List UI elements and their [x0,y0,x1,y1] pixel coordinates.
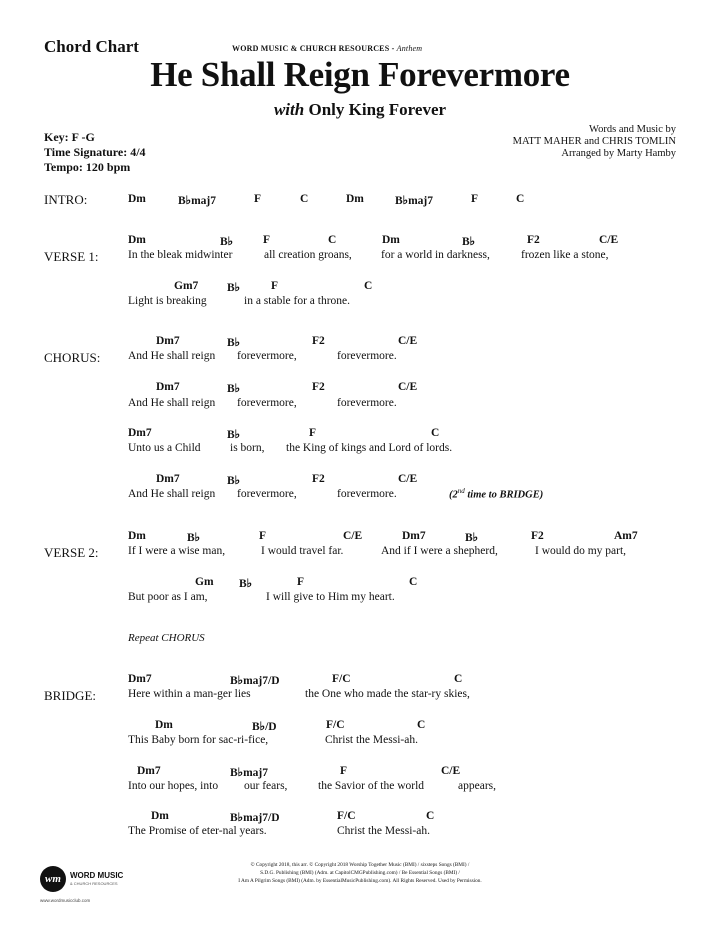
chord: B♭ [465,532,479,544]
chord: B♭ [462,236,476,248]
lyric-line: Here within a man-ger lies [128,688,251,700]
chord: C [516,193,525,205]
section-intro: INTRO: [44,192,88,207]
word-music-logo-subtitle: & CHURCH RESOURCES [70,881,118,886]
chart-type-label: Chord Chart [44,37,139,56]
chord: Gm7 [174,280,199,292]
chord: C [364,280,373,292]
chord: Dm7 [156,473,180,485]
chord: Dm7 [128,427,152,439]
chord: F2 [312,473,325,485]
section-verse-1: VERSE 1: [44,249,99,264]
website-url: www.wordmusicclub.com [40,898,91,903]
credits-words-music: Words and Music by [589,124,676,135]
chord: C [426,810,435,822]
chord: F [471,193,479,205]
lyric-line: The Promise of eter-nal years. [128,825,267,837]
section-bridge: BRIDGE: [44,688,96,703]
repeat-chorus-instruction: Repeat CHORUS [128,632,205,644]
lyric-line: forevermore, [237,488,297,500]
lyric-line: In the bleak midwinter [128,249,233,261]
chord: F/C [337,810,356,822]
word-music-logo-name: WORD MUSIC [70,871,124,880]
lyric-line: our fears, [244,780,288,792]
lyric-line: forevermore, [237,397,297,409]
lyric-line: Christ the Messi-ah. [325,734,418,746]
lyric-line: Into our hopes, into [128,780,219,792]
chord: Dm [155,719,173,731]
chord: B♭ [227,429,241,441]
chord: C/E [343,530,363,542]
lyric-line: frozen like a stone, [521,249,609,261]
subtitle-song: Only King Forever [304,100,447,119]
lyric-line: forevermore, [237,350,297,362]
lyric-line: And He shall reign [128,488,216,500]
publisher-name: WORD MUSIC & CHURCH RESOURCES - [232,44,397,53]
chord: F [263,234,271,246]
chord: Dm [151,810,169,822]
chord: F2 [312,381,325,393]
chord: B♭maj7 [230,767,269,779]
lyric-line: Christ the Messi-ah. [337,825,430,837]
chord: B♭ [227,282,241,294]
chord: B♭maj7/D [230,675,280,687]
copyright-line: S.D.G. Publishing (BMI) (Adm. at CapitolCMGPublishing.com) / Be Essential Songs (BMI) / [260,870,460,876]
note-open: (2 [449,489,458,501]
chord: C [328,234,337,246]
chord: B♭maj7 [395,195,434,207]
lyric-line: forevermore. [337,350,397,362]
chord: F/C [332,673,351,685]
lyric-line: And if I were a shepherd, [381,545,498,557]
chord: F2 [312,335,325,347]
chord: B♭maj7/D [230,812,280,824]
chord: Dm [128,234,146,246]
copyright-line: I Am A Pilgrim Songs (BMI) (Adm. by EssentialMusicPublishing.com). All Rights Reserved. Used by Permission. [238,878,482,884]
song-key: Key: F -G [44,130,95,144]
lyric-line: in a stable for a throne. [244,295,351,307]
lyric-line: I would do my part, [535,545,627,557]
chord: Am7 [614,530,638,542]
subtitle-with: with [273,100,305,119]
lyric-line: Light is breaking [128,295,207,307]
lyric-line: forevermore. [337,488,397,500]
chord: F2 [531,530,544,542]
chord: C [300,193,309,205]
chord: Dm [128,530,146,542]
publisher-line [232,44,422,53]
song-title: He Shall Reign Forevermore [150,55,570,94]
chord: F [259,530,267,542]
chord: C/E [398,473,418,485]
section-chorus: CHORUS: [44,350,101,365]
chord: F [309,427,317,439]
note-superscript: nd [457,487,465,495]
chord: C/E [599,234,619,246]
lyric-line: And He shall reign [128,397,216,409]
chord: B♭maj7 [178,195,217,207]
song-subtitle [0,100,720,120]
lyric-line: If I were a wise man, [128,545,226,557]
lyric-line: the Savior of the world [318,780,425,792]
note-close: time to BRIDGE) [464,489,544,501]
chord: Dm7 [156,381,180,393]
chord: F [297,576,305,588]
chord: C [431,427,440,439]
lyric-line: appears, [458,780,496,792]
lyric-line: And He shall reign [128,350,216,362]
lyric-line: I would travel far. [261,545,344,557]
section-verse-2: VERSE 2: [44,545,99,560]
chord: Dm [346,193,364,205]
chord: C/E [441,765,461,777]
lyric-line: forevermore. [337,397,397,409]
chord: B♭ [227,475,241,487]
chord: Dm7 [128,673,152,685]
chord: Dm7 [137,765,161,777]
chord: B♭ [227,337,241,349]
chord: B♭ [227,383,241,395]
lyric-line: But poor as I am, [128,591,208,603]
lyric-line: the King of kings and Lord of lords. [286,442,453,454]
copyright-line: © Copyright 2018, this arr. © Copyright 2018 Worship Together Music (BMI) / sixsteps Songs (BMI) / [250,862,470,868]
lyric-line: for a world in darkness, [381,249,490,261]
chord: Dm7 [402,530,426,542]
chord: C [454,673,463,685]
chord: C/E [398,381,418,393]
chord: B♭ [239,578,253,590]
lyric-line: all creation groans, [264,249,352,261]
chord: Dm [128,193,146,205]
chord: Dm7 [156,335,180,347]
tempo: Tempo: 120 bpm [44,160,131,174]
lyric-line: is born, [230,442,265,454]
lyric-line: Unto us a Child [128,442,201,454]
chord: Gm [195,576,214,588]
chord: F2 [527,234,540,246]
chord: C/E [398,335,418,347]
word-music-logo-icon: wm [40,866,66,892]
chord: F/C [326,719,345,731]
chord: F [271,280,279,292]
lyric-line: I will give to Him my heart. [266,591,395,603]
chord: F [254,193,262,205]
lyric-line: the One who made the star-ry skies, [305,688,470,700]
bridge-direction-note [449,487,543,501]
chord: F [340,765,348,777]
lyric-line: This Baby born for sac-ri-fice, [128,734,269,746]
credits-arranger: Arranged by Marty Hamby [561,148,676,159]
chord: B♭ [220,236,234,248]
chord: C [417,719,426,731]
chord: Dm [382,234,400,246]
chord: B♭/D [252,721,277,733]
time-signature: Time Signature: 4/4 [44,145,146,159]
credits-authors: MATT MAHER and CHRIS TOMLIN [512,136,676,147]
chord: B♭ [187,532,201,544]
publisher-type: Anthem [396,44,423,53]
chord: C [409,576,418,588]
